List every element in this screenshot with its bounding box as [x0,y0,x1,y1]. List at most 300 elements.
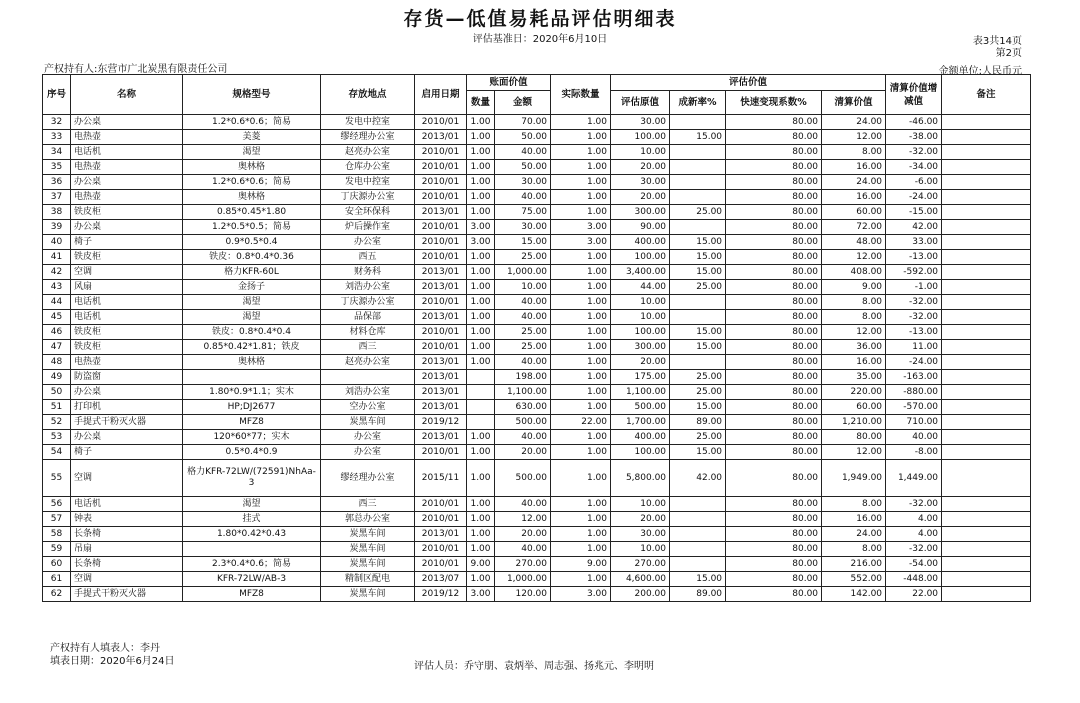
header-location: 存放地点 [321,75,415,115]
cell-increase: -32.00 [886,145,942,160]
cell-actual-qty: 1.00 [551,430,611,445]
cell-remark [942,385,1031,400]
cell-seq: 40 [43,235,71,250]
cell-date: 2013/01 [415,280,467,295]
cell-newness: 89.00 [670,587,726,602]
cell-remark [942,310,1031,325]
cell-liq-value: 16.00 [822,512,886,527]
cell-actual-qty: 1.00 [551,445,611,460]
cell-coef: 80.00 [726,310,822,325]
cell-increase: -6.00 [886,175,942,190]
cell-remark [942,557,1031,572]
cell-actual-qty: 1.00 [551,572,611,587]
cell-original: 30.00 [611,115,670,130]
cell-spec: 120*60*77；实木 [183,430,321,445]
cell-newness [670,115,726,130]
cell-original: 500.00 [611,400,670,415]
table-row [43,190,1031,205]
cell-actual-qty: 1.00 [551,340,611,355]
cell-seq: 53 [43,430,71,445]
cell-coef: 80.00 [726,460,822,497]
cell-original: 20.00 [611,160,670,175]
cell-name: 办公桌 [71,430,183,445]
cell-spec: 美菱 [183,130,321,145]
cell-newness [670,220,726,235]
cell-increase: 4.00 [886,527,942,542]
cell-seq: 52 [43,415,71,430]
cell-qty: 1.00 [467,145,495,160]
cell-seq: 42 [43,265,71,280]
cell-original: 400.00 [611,235,670,250]
cell-date: 2010/01 [415,220,467,235]
cell-location: 炭黑车间 [321,542,415,557]
cell-increase: -13.00 [886,250,942,265]
cell-date: 2010/01 [415,175,467,190]
cell-qty: 1.00 [467,175,495,190]
cell-actual-qty: 1.00 [551,542,611,557]
cell-original: 270.00 [611,557,670,572]
detail-table [42,74,1031,602]
cell-name: 电话机 [71,145,183,160]
cell-liq-value: 8.00 [822,310,886,325]
cell-coef: 80.00 [726,175,822,190]
cell-amount: 1,100.00 [495,385,551,400]
cell-amount: 120.00 [495,587,551,602]
cell-remark [942,280,1031,295]
cell-seq: 35 [43,160,71,175]
cell-name: 长条椅 [71,557,183,572]
cell-date: 2015/11 [415,460,467,497]
cell-newness [670,145,726,160]
cell-qty: 1.00 [467,160,495,175]
cell-location: 炭黑车间 [321,527,415,542]
cell-coef: 80.00 [726,542,822,557]
cell-coef: 80.00 [726,445,822,460]
cell-increase: -46.00 [886,115,942,130]
cell-name: 铁皮柜 [71,205,183,220]
cell-original: 10.00 [611,542,670,557]
cell-original: 5,800.00 [611,460,670,497]
cell-actual-qty: 1.00 [551,497,611,512]
header-spec: 规格型号 [183,75,321,115]
cell-liq-value: 24.00 [822,115,886,130]
cell-original: 10.00 [611,310,670,325]
cell-date: 2013/01 [415,385,467,400]
cell-remark [942,542,1031,557]
cell-date: 2013/01 [415,310,467,325]
cell-amount: 40.00 [495,497,551,512]
cell-increase: 11.00 [886,340,942,355]
cell-seq: 57 [43,512,71,527]
cell-qty [467,385,495,400]
cell-remark [942,250,1031,265]
cell-coef: 80.00 [726,160,822,175]
cell-qty: 3.00 [467,220,495,235]
cell-amount: 12.00 [495,512,551,527]
cell-qty [467,370,495,385]
cell-liq-value: 12.00 [822,130,886,145]
cell-spec: 金扬子 [183,280,321,295]
cell-original: 100.00 [611,130,670,145]
cell-qty: 1.00 [467,527,495,542]
cell-name: 手提式干粉灭火器 [71,415,183,430]
cell-location: 炭黑车间 [321,415,415,430]
cell-qty: 1.00 [467,430,495,445]
cell-remark [942,220,1031,235]
cell-spec: HP;DJ2677 [183,400,321,415]
cell-liq-value: 60.00 [822,205,886,220]
table-row [43,220,1031,235]
cell-name: 电话机 [71,310,183,325]
table-row [43,115,1031,130]
cell-increase: -1.00 [886,280,942,295]
cell-seq: 38 [43,205,71,220]
cell-newness [670,497,726,512]
cell-coef: 80.00 [726,295,822,310]
cell-location: 西五 [321,250,415,265]
cell-spec: 0.9*0.5*0.4 [183,235,321,250]
cell-name: 铁皮柜 [71,325,183,340]
table-number: 表3共14页 [972,36,1022,47]
cell-qty: 1.00 [467,190,495,205]
cell-liq-value: 80.00 [822,430,886,445]
cell-qty: 1.00 [467,340,495,355]
cell-original: 300.00 [611,205,670,220]
table-row [43,430,1031,445]
cell-remark [942,145,1031,160]
cell-name: 铁皮柜 [71,250,183,265]
cell-qty [467,415,495,430]
cell-seq: 34 [43,145,71,160]
base-date: 评估基准日：2020年6月10日 [472,34,608,45]
cell-date: 2010/01 [415,250,467,265]
cell-coef: 80.00 [726,355,822,370]
cell-name: 电热壶 [71,160,183,175]
cell-actual-qty: 9.00 [551,557,611,572]
cell-coef: 80.00 [726,115,822,130]
cell-amount: 40.00 [495,190,551,205]
header-seq: 序号 [43,75,71,115]
cell-location: 缪经理办公室 [321,460,415,497]
table-row [43,250,1031,265]
cell-remark [942,370,1031,385]
table-row [43,415,1031,430]
table-row [43,497,1031,512]
cell-spec: 奥林格 [183,355,321,370]
cell-amount: 630.00 [495,400,551,415]
table-row [43,385,1031,400]
cell-increase: -38.00 [886,130,942,145]
cell-seq: 39 [43,220,71,235]
cell-date: 2013/01 [415,355,467,370]
cell-increase: -570.00 [886,400,942,415]
cell-spec: 渴望 [183,310,321,325]
header-actual-qty: 实际数量 [551,75,611,115]
cell-name: 办公桌 [71,385,183,400]
cell-name: 电话机 [71,497,183,512]
cell-remark [942,340,1031,355]
cell-amount: 500.00 [495,460,551,497]
cell-name: 电热壶 [71,190,183,205]
cell-amount: 50.00 [495,160,551,175]
cell-seq: 36 [43,175,71,190]
cell-amount: 198.00 [495,370,551,385]
cell-amount: 40.00 [495,145,551,160]
cell-liq-value: 408.00 [822,265,886,280]
cell-actual-qty: 1.00 [551,130,611,145]
cell-coef: 80.00 [726,370,822,385]
header-name: 名称 [71,75,183,115]
cell-liq-value: 24.00 [822,175,886,190]
cell-coef: 80.00 [726,572,822,587]
cell-original: 3,400.00 [611,265,670,280]
cell-actual-qty: 3.00 [551,587,611,602]
cell-location: 品保部 [321,310,415,325]
cell-seq: 45 [43,310,71,325]
cell-newness [670,527,726,542]
cell-date: 2010/01 [415,340,467,355]
cell-actual-qty: 1.00 [551,370,611,385]
cell-location: 空办公室 [321,400,415,415]
cell-original: 44.00 [611,280,670,295]
cell-remark [942,497,1031,512]
cell-coef: 80.00 [726,415,822,430]
table-body [43,115,1031,602]
cell-seq: 62 [43,587,71,602]
cell-name: 空调 [71,265,183,280]
cell-newness: 25.00 [670,430,726,445]
table-row [43,205,1031,220]
cell-spec: 格力KFR-60L [183,265,321,280]
cell-location: 西三 [321,340,415,355]
cell-increase: -24.00 [886,190,942,205]
cell-increase: -32.00 [886,310,942,325]
cell-coef: 80.00 [726,250,822,265]
cell-coef: 80.00 [726,130,822,145]
cell-increase: -8.00 [886,445,942,460]
currency-unit: 金额单位:人民币元 [938,66,1022,77]
cell-name: 椅子 [71,445,183,460]
cell-liq-value: 9.00 [822,280,886,295]
cell-seq: 60 [43,557,71,572]
table-row [43,370,1031,385]
cell-name: 长条椅 [71,527,183,542]
cell-qty: 1.00 [467,115,495,130]
cell-increase: 1,449.00 [886,460,942,497]
cell-spec: 1.80*0.9*1.1；实木 [183,385,321,400]
cell-date: 2010/01 [415,325,467,340]
evaluators: 评估人员：乔守朋、袁炳举、周志强、扬兆元、李明明 [414,661,654,672]
header-liquidation-coef: 快速变现系数% [726,91,822,115]
cell-liq-value: 8.00 [822,542,886,557]
table-row [43,542,1031,557]
cell-original: 10.00 [611,497,670,512]
cell-date: 2010/01 [415,145,467,160]
header-start-date: 启用日期 [415,75,467,115]
cell-newness: 25.00 [670,385,726,400]
footer-left [50,642,175,668]
cell-increase: 22.00 [886,587,942,602]
cell-spec: 铁皮：0.8*0.4*0.4 [183,325,321,340]
cell-newness [670,310,726,325]
cell-seq: 48 [43,355,71,370]
cell-qty [467,400,495,415]
cell-newness [670,557,726,572]
header-original: 评估原值 [611,91,670,115]
cell-newness: 15.00 [670,572,726,587]
header-remark: 备注 [942,75,1031,115]
cell-seq: 49 [43,370,71,385]
cell-increase: -15.00 [886,205,942,220]
cell-actual-qty: 3.00 [551,235,611,250]
cell-amount: 40.00 [495,355,551,370]
cell-amount: 25.00 [495,325,551,340]
cell-amount: 1,000.00 [495,265,551,280]
cell-remark [942,115,1031,130]
cell-name: 椅子 [71,235,183,250]
cell-spec: MFZ8 [183,587,321,602]
cell-liq-value: 1,949.00 [822,460,886,497]
cell-spec: 铁皮：0.8*0.4*0.36 [183,250,321,265]
table-row [43,572,1031,587]
cell-newness: 25.00 [670,370,726,385]
cell-liq-value: 72.00 [822,220,886,235]
cell-original: 30.00 [611,527,670,542]
cell-newness: 25.00 [670,205,726,220]
cell-newness: 15.00 [670,325,726,340]
cell-remark [942,445,1031,460]
table-row [43,160,1031,175]
cell-newness [670,355,726,370]
cell-original: 4,600.00 [611,572,670,587]
cell-liq-value: 142.00 [822,587,886,602]
cell-qty: 3.00 [467,587,495,602]
cell-seq: 37 [43,190,71,205]
cell-seq: 41 [43,250,71,265]
cell-newness [670,175,726,190]
cell-original: 175.00 [611,370,670,385]
cell-spec: 格力KFR-72LW/(72591)NhAa-3 [183,460,321,497]
cell-name: 吊扇 [71,542,183,557]
cell-location: 刘浩办公室 [321,385,415,400]
cell-liq-value: 60.00 [822,400,886,415]
table-row [43,460,1031,497]
cell-date: 2010/01 [415,115,467,130]
cell-original: 90.00 [611,220,670,235]
cell-actual-qty: 1.00 [551,190,611,205]
cell-remark [942,400,1031,415]
owner-label: 产权持有人:东营市广北炭黑有限责任公司 [44,64,228,75]
cell-coef: 80.00 [726,205,822,220]
cell-remark [942,460,1031,497]
cell-name: 打印机 [71,400,183,415]
cell-location: 刘浩办公室 [321,280,415,295]
table-row [43,325,1031,340]
cell-coef: 80.00 [726,385,822,400]
cell-coef: 80.00 [726,325,822,340]
cell-name: 办公桌 [71,175,183,190]
cell-remark [942,587,1031,602]
cell-amount: 20.00 [495,445,551,460]
cell-actual-qty: 22.00 [551,415,611,430]
header-amount: 金额 [495,91,551,115]
cell-original: 400.00 [611,430,670,445]
cell-location: 炉后操作室 [321,220,415,235]
cell-qty: 1.00 [467,265,495,280]
cell-location: 材料仓库 [321,325,415,340]
cell-increase: 40.00 [886,430,942,445]
cell-actual-qty: 1.00 [551,280,611,295]
table-row [43,355,1031,370]
cell-location: 办公室 [321,445,415,460]
cell-original: 30.00 [611,175,670,190]
cell-newness [670,190,726,205]
cell-original: 1,100.00 [611,385,670,400]
table-row [43,295,1031,310]
cell-coef: 80.00 [726,340,822,355]
cell-liq-value: 36.00 [822,340,886,355]
cell-name: 手提式干粉灭火器 [71,587,183,602]
cell-date: 2013/07 [415,572,467,587]
cell-remark [942,325,1031,340]
cell-qty: 1.00 [467,250,495,265]
cell-location: 丁庆源办公室 [321,190,415,205]
cell-location: 办公室 [321,235,415,250]
cell-newness: 15.00 [670,265,726,280]
cell-seq: 44 [43,295,71,310]
cell-seq: 43 [43,280,71,295]
cell-date: 2013/01 [415,527,467,542]
cell-remark [942,160,1031,175]
cell-location: 西三 [321,497,415,512]
cell-newness: 15.00 [670,445,726,460]
cell-remark [942,415,1031,430]
table-row [43,175,1031,190]
cell-seq: 59 [43,542,71,557]
cell-remark [942,430,1031,445]
cell-actual-qty: 1.00 [551,512,611,527]
cell-liq-value: 8.00 [822,497,886,512]
cell-date: 2013/01 [415,265,467,280]
page-title: 存货—低值易耗品评估明细表 [403,8,677,30]
cell-qty: 1.00 [467,325,495,340]
cell-date: 2010/01 [415,445,467,460]
cell-amount: 40.00 [495,542,551,557]
cell-increase: -163.00 [886,370,942,385]
cell-location: 炭黑车间 [321,557,415,572]
cell-seq: 56 [43,497,71,512]
cell-qty: 1.00 [467,295,495,310]
cell-amount: 270.00 [495,557,551,572]
cell-spec: 渴望 [183,295,321,310]
cell-coef: 80.00 [726,527,822,542]
cell-date: 2019/12 [415,415,467,430]
cell-qty: 1.00 [467,542,495,557]
cell-spec: 1.2*0.6*0.6；简易 [183,175,321,190]
cell-date: 2013/01 [415,205,467,220]
cell-date: 2013/01 [415,130,467,145]
cell-increase: 33.00 [886,235,942,250]
cell-increase: 710.00 [886,415,942,430]
cell-seq: 61 [43,572,71,587]
cell-actual-qty: 1.00 [551,527,611,542]
cell-original: 20.00 [611,355,670,370]
cell-name: 钟表 [71,512,183,527]
cell-coef: 80.00 [726,280,822,295]
cell-liq-value: 12.00 [822,325,886,340]
cell-coef: 80.00 [726,400,822,415]
cell-name: 电热壶 [71,130,183,145]
